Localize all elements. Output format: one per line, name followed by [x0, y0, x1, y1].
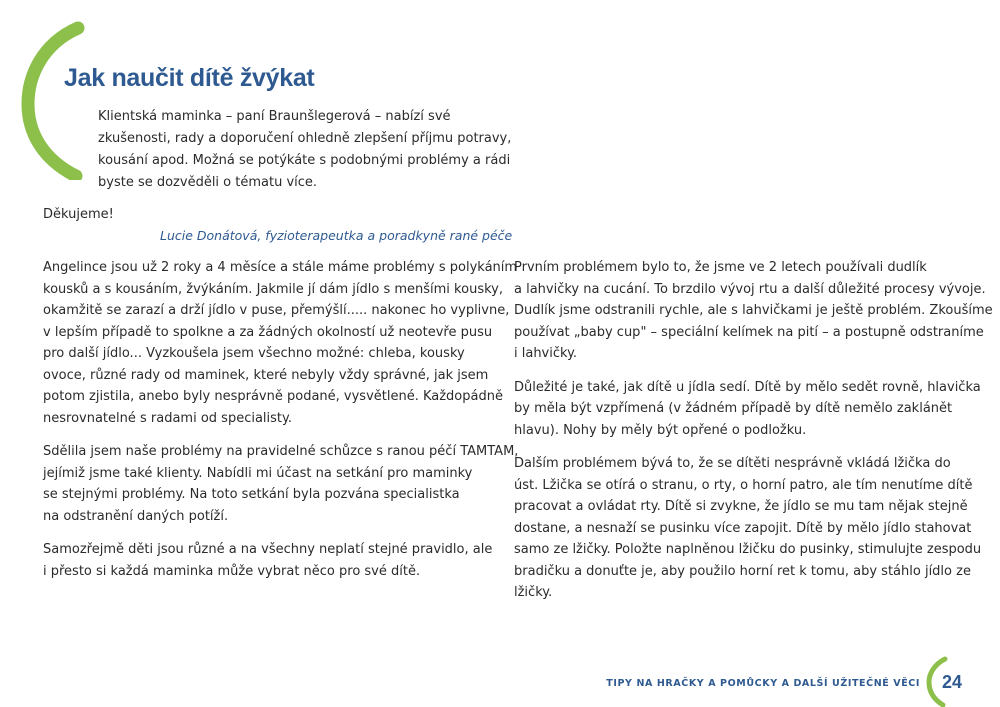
text-line: kousků a s kousáním, žvýkáním. Jakmile jí dám jídlo s menšími kousky,: [43, 281, 503, 297]
text-line: Sdělila jsem naše problémy na pravidelné schůzce s ranou péčí TAMTAM,: [43, 444, 519, 459]
paragraph: [514, 453, 982, 604]
text-line: bradičku a donuťte je, aby použilo horní ret k tomu, aby stáhlo jídlo ze: [514, 563, 971, 579]
text-line: na odstranění daných potíží.: [43, 508, 229, 524]
text-line: i přesto si každá maminka může vybrat něco pro své dítě.: [43, 563, 421, 579]
left-column: [43, 257, 519, 594]
text-line: Angelince jsou už 2 roky a 4 měsíce a stále máme problémy s polykáním: [43, 260, 518, 275]
text-line: by měla být vzpřímená (v žádném případě by dítě nemělo zaklánět: [514, 401, 953, 416]
paragraph: [43, 257, 518, 429]
text-line: v lepším případě to spolkne a za žádných okolností už neotevře pusu: [43, 324, 493, 340]
text-line: jejímiž jsme také klienty. Nabídli mi účast na setkání pro maminky: [43, 465, 473, 481]
text-line: lžičky.: [514, 585, 553, 600]
intro-line: byste se dozvěděli o tématu více.: [98, 175, 318, 190]
text-line: úst. Lžička se otírá o stranu, o rty, o horní patro, ale tím nenutíme dítě: [514, 477, 973, 493]
paragraph: [514, 377, 981, 442]
author-signature: Lucie Donátová, fyzioterapeutka a poradkyně rané péče: [160, 228, 513, 243]
intro-line: zkušenosti, rady a doporučení ohledně zlepšení příjmu potravy,: [98, 131, 512, 146]
text-line: samo ze lžičky. Položte naplněnou lžičku do pusinky, stimulujte zespodu: [514, 542, 982, 557]
text-line: používat „baby cup" – speciální kelímek na pití – a postupně odstraníme: [514, 324, 984, 340]
paragraph: [514, 257, 993, 365]
text-line: Dalším problémem bývá to, že se dítěti nesprávně vkládá lžička do: [514, 456, 951, 471]
article-title: Jak naučit dítě žvýkat: [64, 64, 315, 92]
text-line: okamžitě se zarazí a drží jídlo v puse, přemýšlí..... nakonec ho vyplivne,: [43, 303, 510, 318]
text-line: potom zjistila, anebo byly nesprávně podané, vysvětlené. Každopádně: [43, 389, 503, 404]
text-line: pro další jídlo... Vyzkoušela jsem všechno možné: chleba, kousky: [43, 346, 465, 361]
decorative-green-arc: [20, 20, 100, 180]
text-line: a lahvičky na cucání. To brzdilo vývoj rtu a další důležité procesy vývoje.: [514, 281, 986, 297]
intro-line: Klientská maminka – paní Braunšlegerová – nabízí své: [98, 109, 451, 124]
text-line: hlavu). Nohy by měly být opřené o podložku.: [514, 422, 807, 438]
footer-section-title: TIPY NA HRAČKY A POMŮCKY A DALŠÍ UŽITEČNÉ VĚCI: [606, 678, 920, 689]
text-line: Samozřejmě děti jsou různé a na všechny neplatí stejné pravidlo, ale: [43, 542, 493, 557]
text-line: Důležité je také, jak dítě u jídla sedí. Dítě by mělo sedět rovně, hlavička: [514, 379, 981, 395]
text-line: pracovat a ovládat rty. Dítě si zvykne, že jídlo se mu tam nějak stejně: [514, 499, 968, 514]
paragraph: [43, 539, 493, 582]
right-column: [514, 257, 993, 616]
text-line: se stejnými problémy. Na toto setkání byla pozvána specialistka: [43, 487, 460, 502]
text-line: i lahvičky.: [514, 346, 578, 361]
intro-line: kousání apod. Možná se potýkáte s podobnými problémy a rádi: [98, 153, 511, 168]
text-line: ovoce, různé rady od maminek, které nebyly vždy správné, jak jsem: [43, 367, 489, 383]
text-line: dostane, a nesnaží se pusinku více zapojit. Dítě by mělo jídlo stahovat: [514, 520, 972, 536]
text-line: Dudlík jsme odstranili rychle, ale s lahvičkami je ještě problém. Zkoušíme: [514, 303, 993, 318]
text-line: nesrovnatelné s radami od specialisty.: [43, 410, 292, 426]
intro-paragraph: [98, 106, 512, 194]
paragraph: [43, 441, 519, 527]
text-line: Prvním problémem bylo to, že jsme ve 2 letech používali dudlík: [514, 260, 927, 275]
thanks-text: Děkujeme!: [43, 207, 114, 222]
page-number: 24: [942, 672, 963, 692]
